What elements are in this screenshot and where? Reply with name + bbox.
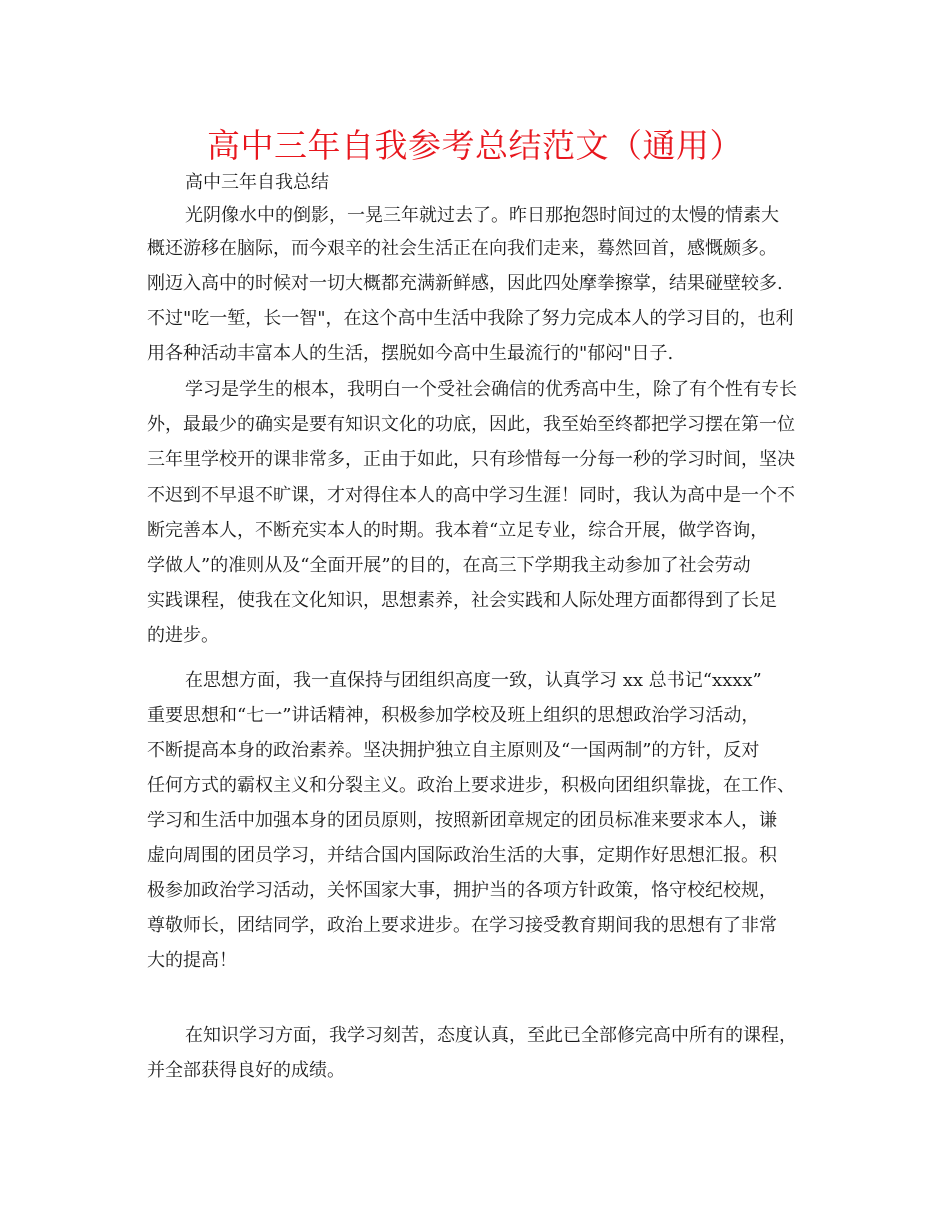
paragraph-line: 大的提高！ bbox=[147, 950, 237, 971]
document-title: 高中三年自我参考总结范文（通用） bbox=[207, 126, 743, 165]
paragraph-line: 不迟到不早退不旷课，才对得住本人的高中学习生涯！同时，我认为高中是一个不 bbox=[147, 485, 795, 506]
paragraph-line: 尊敬师长，团结同学，政治上要求进步。在学习接受教育期间我的思想有了非常 bbox=[147, 915, 777, 936]
paragraph-line: 三年里学校开的课非常多，正由于如此，只有珍惜每一分每一秒的学习时间，坚决 bbox=[147, 449, 795, 470]
paragraph-line: 虚向周围的团员学习，并结合国内国际政治生活的大事，定期作好思想汇报。积 bbox=[147, 845, 777, 866]
paragraph-line: 的进步。 bbox=[147, 625, 219, 646]
subtitle-line: 高中三年自我总结 bbox=[185, 172, 329, 193]
paragraph-line: 在知识学习方面，我学习刻苦，态度认真，至此已全部修完高中所有的课程， bbox=[185, 1025, 797, 1046]
paragraph-line: 断完善本人，不断充实本人的时期。我本着“立足专业，综合开展，做学咨询， bbox=[147, 520, 769, 541]
paragraph-line: 外，最最少的确实是要有知识文化的功底，因此，我至始至终都把学习摆在第一位 bbox=[147, 414, 795, 435]
paragraph-line: 光阴像水中的倒影，一晃三年就过去了。昨日那抱怨时间过的太慢的情素大 bbox=[185, 205, 779, 226]
paragraph-line: 不过"吃一堑，长一智"，在这个高中生活中我除了努力完成本人的学习目的，也利 bbox=[147, 308, 794, 329]
paragraph-line: 实践课程，使我在文化知识，思想素养，社会实践和人际处理方面都得到了长足 bbox=[147, 590, 777, 611]
paragraph-line: 刚迈入高中的时候对一切大概都充满新鲜感，因此四处摩拳擦掌，结果碰壁较多. bbox=[147, 273, 783, 294]
paragraph-line: 极参加政治学习活动，关怀国家大事，拥护当的各项方针政策，恪守校纪校规， bbox=[147, 880, 777, 901]
paragraph-line: 概还游移在脑际，而今艰辛的社会生活正在向我们走来，蓦然回首，感慨颇多。 bbox=[147, 238, 777, 259]
paragraph-line: 学做人”的准则从及“全面开展”的目的，在高三下学期我主动参加了社会劳动 bbox=[147, 555, 751, 576]
paragraph-line: 重要思想和“七一”讲话精神，积极参加学校及班上组织的思想政治学习活动， bbox=[147, 705, 760, 726]
paragraph-line: 用各种活动丰富本人的生活，摆脱如今高中生最流行的"郁闷"日子. bbox=[147, 343, 674, 364]
paragraph-line: 在思想方面，我一直保持与团组织高度一致，认真学习 xx 总书记“xxxx” bbox=[185, 670, 762, 691]
paragraph-line: 并全部获得良好的成绩。 bbox=[147, 1060, 345, 1081]
paragraph-line: 学习是学生的根本，我明白一个受社会确信的优秀高中生，除了有个性有专长 bbox=[185, 379, 797, 400]
paragraph-line: 学习和生活中加强本身的团员原则，按照新团章规定的团员标准来要求本人，谦 bbox=[147, 810, 777, 831]
paragraph-line: 不断提高本身的政治素养。坚决拥护独立自主原则及“一国两制”的方针，反对 bbox=[147, 740, 760, 761]
paragraph-line: 任何方式的霸权主义和分裂主义。政治上要求进步，积极向团组织靠拢，在工作、 bbox=[147, 775, 795, 796]
